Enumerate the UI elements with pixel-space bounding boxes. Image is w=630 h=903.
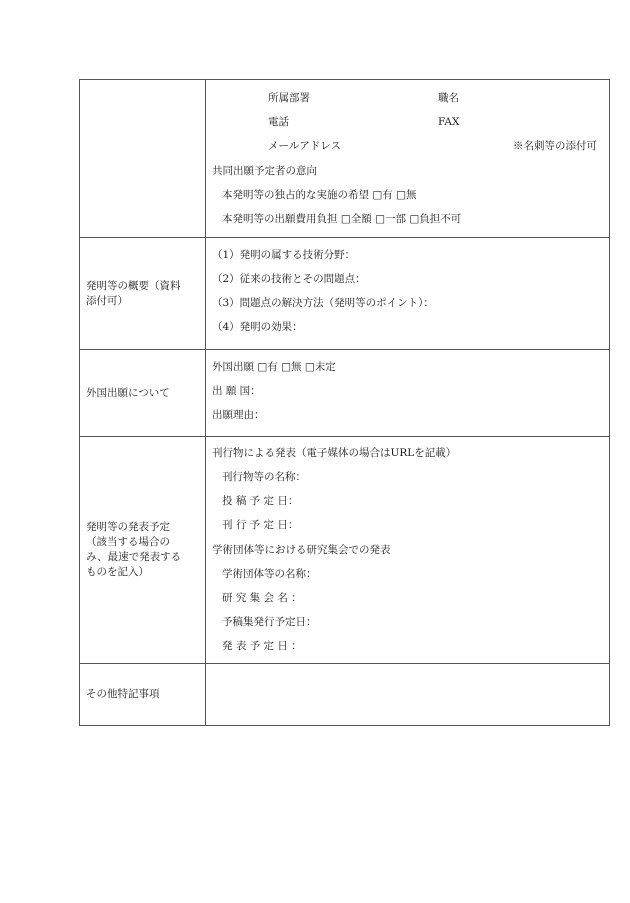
other-notes-label: その他特記事項 bbox=[86, 688, 160, 700]
proceedings-date-field: 予稿集発行予定日： bbox=[222, 616, 317, 628]
email-field: メールアドレス bbox=[268, 140, 341, 152]
summary-item: （1）発明の属する技術分野： bbox=[212, 249, 356, 261]
publication-cell bbox=[206, 437, 610, 664]
other-notes-cell bbox=[206, 664, 610, 726]
contact-label-cell bbox=[80, 80, 206, 238]
summary-label-line1: 発明等の概要（資料 bbox=[86, 279, 181, 292]
publication-label-line: （該当する場合の bbox=[86, 536, 170, 548]
fax-field: FAX bbox=[438, 116, 460, 128]
joint-applicant-heading: 共同出願予定者の意向 bbox=[212, 165, 317, 177]
business-card-note: ※名刺等の添付可 bbox=[513, 140, 597, 152]
submission-date-field: 投 稿 予 定 日： bbox=[222, 495, 299, 507]
application-reason-field: 出願理由： bbox=[212, 409, 265, 421]
summary-item: （2）従来の技術とその問題点： bbox=[212, 273, 366, 285]
foreign-cell bbox=[206, 350, 610, 437]
publication-name-field: 刊行物等の名称： bbox=[222, 471, 306, 483]
summary-item: （3）問題点の解決方法（発明等のポイント）： bbox=[212, 297, 434, 309]
meeting-presentation-heading: 学術団体等における研究集会での発表 bbox=[212, 544, 391, 556]
contact-cell bbox=[206, 80, 610, 238]
presentation-date-field: 発 表 予 定 日 ： bbox=[222, 640, 302, 652]
application-country-field: 出 願 国： bbox=[212, 385, 261, 397]
summary-label-cell bbox=[80, 238, 206, 350]
exclusive-implementation-option: 本発明等の独占的な実施の希望 □有 □無 bbox=[222, 189, 417, 201]
summary-cell bbox=[206, 238, 610, 350]
foreign-label: 外国出願について bbox=[86, 386, 170, 399]
position-field: 職名 bbox=[438, 92, 459, 104]
publish-date-field: 刊 行 予 定 日： bbox=[222, 519, 299, 531]
publication-label-cell bbox=[80, 437, 206, 664]
society-name-field: 学術団体等の名称： bbox=[222, 568, 317, 580]
invention-form-table bbox=[79, 79, 610, 726]
dept-field: 所属部署 bbox=[268, 92, 310, 104]
cost-burden-option: 本発明等の出願費用負担 □全額 □一部 □負担不可 bbox=[222, 213, 462, 225]
summary-label-line2: 添付可） bbox=[86, 294, 128, 307]
meeting-name-field: 研 究 集 会 名 ： bbox=[222, 592, 302, 604]
other-label-cell bbox=[80, 664, 206, 726]
summary-item: （4）発明の効果： bbox=[212, 321, 303, 333]
phone-field: 電話 bbox=[268, 116, 289, 128]
publication-label-line: ものを記入） bbox=[86, 566, 149, 578]
print-publication-heading: 刊行物による発表（電子媒体の場合はURLを記載） bbox=[212, 447, 457, 459]
publication-label-line: 発明等の発表予定 bbox=[86, 521, 170, 533]
foreign-application-status: 外国出願 □有 □無 □未定 bbox=[212, 361, 336, 373]
publication-label-line: み、最速で発表する bbox=[86, 551, 182, 563]
foreign-label-cell bbox=[80, 350, 206, 437]
